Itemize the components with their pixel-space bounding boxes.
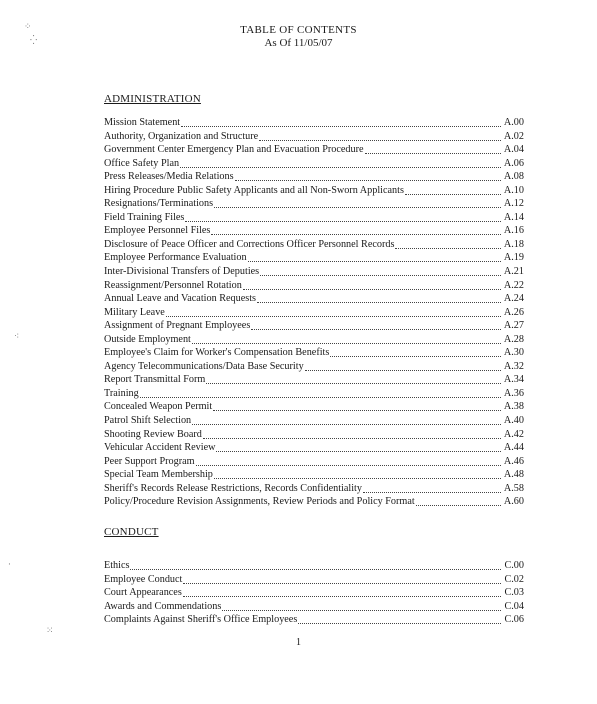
toc-entry bbox=[104, 211, 524, 225]
toc-entry-title: Policy/Procedure Revision Assignments, Review Periods and Policy Format bbox=[104, 496, 415, 508]
toc-entry-title: Ethics bbox=[104, 560, 130, 571]
toc-entry-page: A.40 bbox=[503, 415, 524, 427]
scan-noise-mark: ⁘ bbox=[24, 22, 32, 32]
toc-entry-title: Court Appearances bbox=[104, 587, 182, 599]
toc-entry bbox=[104, 360, 524, 374]
toc-entry-page: A.28 bbox=[503, 333, 524, 345]
dot-leader bbox=[196, 457, 501, 466]
toc-entry-title: Hiring Procedure Public Safety Applicants and all Non-Sworn Applicants bbox=[104, 184, 404, 196]
toc-entry bbox=[104, 157, 524, 171]
toc-entry bbox=[104, 400, 524, 414]
toc-entry-page: A.60 bbox=[503, 496, 524, 508]
toc-entry bbox=[104, 428, 524, 442]
toc-entry bbox=[104, 573, 524, 587]
toc-entry-page: A.00 bbox=[503, 117, 524, 128]
toc-entry-page: A.18 bbox=[503, 238, 524, 250]
scan-noise-mark: ⁙ bbox=[46, 626, 54, 636]
toc-entry-title: Assignment of Pregnant Employees bbox=[104, 320, 251, 332]
toc-entry bbox=[104, 373, 524, 387]
section-title-conduct: CONDUCT bbox=[104, 526, 159, 538]
toc-entry-title: Employee's Claim for Worker's Compensation Benefits bbox=[104, 347, 330, 359]
toc-entry-title: Field Training Files bbox=[104, 211, 185, 223]
toc-entry bbox=[104, 306, 524, 320]
toc-entry-page: A.34 bbox=[503, 374, 524, 386]
toc-entry-page: A.26 bbox=[503, 306, 524, 318]
dot-leader bbox=[298, 615, 501, 624]
toc-entry-title: Mission Statement bbox=[104, 117, 181, 128]
toc-entry-page: A.14 bbox=[503, 211, 524, 223]
toc-entry bbox=[104, 455, 524, 469]
toc-list-administration bbox=[104, 116, 524, 509]
dot-leader bbox=[183, 575, 501, 584]
dot-leader bbox=[260, 267, 501, 276]
toc-entry-page: A.27 bbox=[503, 320, 524, 332]
toc-entry-title: Employee Personnel Files bbox=[104, 225, 211, 237]
toc-entry-page: A.08 bbox=[503, 171, 524, 183]
toc-entry-page: A.12 bbox=[503, 198, 524, 210]
section-title-administration: ADMINISTRATION bbox=[104, 93, 201, 105]
document-date: As Of 11/05/07 bbox=[264, 37, 333, 49]
toc-entry-title: Special Team Membership bbox=[104, 469, 213, 481]
dot-leader bbox=[213, 402, 501, 411]
toc-entry-title: Outside Employment bbox=[104, 333, 191, 345]
toc-entry bbox=[104, 613, 524, 627]
toc-entry bbox=[104, 468, 524, 482]
dot-leader bbox=[185, 213, 501, 222]
dot-leader bbox=[243, 281, 501, 290]
toc-entry-title: Inter-Divisional Transfers of Deputies bbox=[104, 266, 260, 278]
toc-entry-page: A.21 bbox=[503, 266, 524, 278]
toc-entry-title: Employee Conduct bbox=[104, 573, 183, 585]
toc-entry bbox=[104, 414, 524, 428]
toc-entry-page: A.44 bbox=[503, 442, 524, 454]
dot-leader bbox=[192, 416, 501, 425]
toc-entry bbox=[104, 279, 524, 293]
toc-entry-title: Vehicular Accident Review bbox=[104, 442, 216, 454]
dot-leader bbox=[206, 375, 501, 384]
toc-entry-title: Annual Leave and Vacation Requests bbox=[104, 293, 257, 305]
toc-entry bbox=[104, 224, 524, 238]
toc-entry-page: C.03 bbox=[504, 587, 524, 599]
toc-entry-title: Press Releases/Media Relations bbox=[104, 171, 234, 183]
dot-leader bbox=[140, 389, 501, 398]
dot-leader bbox=[305, 362, 501, 371]
toc-entry-page: A.30 bbox=[503, 347, 524, 359]
dot-leader bbox=[257, 294, 501, 303]
dot-leader bbox=[248, 253, 501, 262]
toc-entry-page: C.02 bbox=[504, 573, 524, 585]
dot-leader bbox=[183, 588, 501, 597]
toc-entry-page: A.58 bbox=[503, 482, 524, 494]
toc-entry bbox=[104, 586, 524, 600]
toc-entry-title: Complaints Against Sheriff's Office Employees bbox=[104, 614, 298, 626]
toc-entry bbox=[104, 238, 524, 252]
dot-leader bbox=[181, 118, 501, 127]
toc-entry bbox=[104, 197, 524, 211]
dot-leader bbox=[395, 240, 501, 249]
page-number: 1 bbox=[296, 637, 301, 648]
toc-entry bbox=[104, 441, 524, 455]
toc-entry-page: A.06 bbox=[503, 157, 524, 169]
toc-entry bbox=[104, 495, 524, 509]
toc-entry-page: A.48 bbox=[503, 469, 524, 481]
toc-entry bbox=[104, 387, 524, 401]
toc-entry-title: Training bbox=[104, 387, 139, 399]
toc-entry-title: Authority, Organization and Structure bbox=[104, 130, 259, 142]
toc-entry-page: A.16 bbox=[503, 225, 524, 237]
dot-leader bbox=[363, 484, 501, 493]
toc-entry-title: Concealed Weapon Permit bbox=[104, 401, 213, 413]
toc-entry-title: Disclosure of Peace Officer and Corrections Officer Personnel Records bbox=[104, 238, 395, 250]
toc-entry-title: Office Safety Plan bbox=[104, 157, 180, 169]
toc-entry bbox=[104, 600, 524, 614]
toc-entry-page: A.32 bbox=[503, 360, 524, 372]
toc-entry bbox=[104, 184, 524, 198]
toc-entry-page: A.22 bbox=[503, 279, 524, 291]
dot-leader bbox=[365, 145, 501, 154]
scan-noise-mark: ⁖ bbox=[14, 332, 20, 342]
toc-entry-title: Peer Support Program bbox=[104, 455, 195, 467]
toc-entry-page: C.04 bbox=[504, 600, 524, 612]
toc-entry bbox=[104, 265, 524, 279]
toc-entry-page: A.36 bbox=[503, 387, 524, 399]
dot-leader bbox=[211, 226, 501, 235]
toc-entry bbox=[104, 170, 524, 184]
toc-entry bbox=[104, 292, 524, 306]
toc-entry-page: A.04 bbox=[503, 144, 524, 156]
toc-entry-page: A.10 bbox=[503, 184, 524, 196]
toc-entry bbox=[104, 559, 524, 573]
dot-leader bbox=[130, 561, 501, 570]
dot-leader bbox=[214, 470, 501, 479]
scan-noise-mark: ⁛ bbox=[30, 36, 38, 46]
toc-entry-title: Awards and Commendations bbox=[104, 600, 222, 612]
toc-entry-page: A.42 bbox=[503, 428, 524, 440]
toc-entry-page: A.38 bbox=[503, 401, 524, 413]
toc-entry bbox=[104, 116, 524, 130]
toc-entry-title: Military Leave bbox=[104, 306, 165, 318]
toc-entry-page: C.06 bbox=[504, 614, 524, 626]
toc-entry bbox=[104, 333, 524, 347]
dot-leader bbox=[405, 186, 501, 195]
toc-entry bbox=[104, 251, 524, 265]
dot-leader bbox=[235, 172, 501, 181]
toc-entry bbox=[104, 319, 524, 333]
toc-entry-title: Government Center Emergency Plan and Evacuation Procedure bbox=[104, 144, 364, 156]
toc-entry-page: A.46 bbox=[503, 455, 524, 467]
dot-leader bbox=[203, 430, 501, 439]
toc-entry bbox=[104, 130, 524, 144]
dot-leader bbox=[416, 497, 501, 506]
dot-leader bbox=[222, 602, 501, 611]
toc-entry-page: A.19 bbox=[503, 252, 524, 264]
toc-entry-title: Report Transmittal Form bbox=[104, 374, 206, 386]
toc-entry-title: Employee Performance Evaluation bbox=[104, 252, 247, 264]
dot-leader bbox=[330, 348, 501, 357]
dot-leader bbox=[259, 132, 501, 141]
toc-entry bbox=[104, 346, 524, 360]
dot-leader bbox=[216, 443, 501, 452]
document-title: TABLE OF CONTENTS bbox=[240, 24, 357, 36]
toc-entry-page: A.24 bbox=[503, 293, 524, 305]
toc-list-conduct bbox=[104, 559, 524, 627]
scan-noise-mark: · bbox=[8, 560, 11, 570]
toc-entry-title: Sheriff's Records Release Restrictions, Records Confidentiality bbox=[104, 482, 362, 494]
toc-entry-page: A.02 bbox=[503, 130, 524, 142]
toc-entry-title: Shooting Review Board bbox=[104, 428, 202, 440]
toc-entry-title: Patrol Shift Selection bbox=[104, 415, 192, 427]
dot-leader bbox=[251, 321, 501, 330]
toc-entry-title: Resignations/Terminations bbox=[104, 198, 214, 210]
toc-entry bbox=[104, 482, 524, 496]
dot-leader bbox=[180, 159, 501, 168]
toc-entry-title: Reassignment/Personnel Rotation bbox=[104, 279, 242, 291]
toc-entry bbox=[104, 143, 524, 157]
dot-leader bbox=[214, 199, 501, 208]
toc-entry-title: Agency Telecommunications/Data Base Security bbox=[104, 360, 304, 372]
toc-entry-page: C.00 bbox=[504, 560, 524, 571]
dot-leader bbox=[166, 308, 501, 317]
dot-leader bbox=[192, 335, 501, 344]
